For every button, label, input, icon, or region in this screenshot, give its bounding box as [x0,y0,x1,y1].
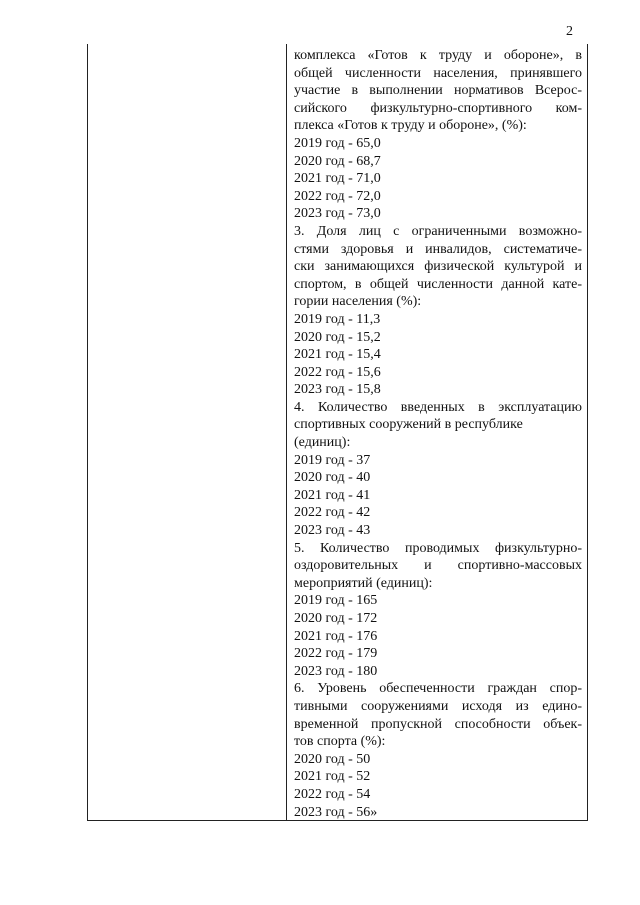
text-line: 3. Доля лиц с ограниченными возможно- [294,223,582,239]
text-line: 2021 год - 176 [294,628,378,644]
text-line: 2020 год - 40 [294,470,371,486]
table-left-column [88,44,287,820]
document-table [87,44,588,821]
text-line: 2021 год - 71,0 [294,171,381,187]
text-line: гории населения (%): [294,294,422,310]
text-line: 2021 год - 52 [294,769,371,785]
text-line: сийского физкультурно-спортивного ком- [294,100,582,116]
text-line: 2023 год - 15,8 [294,382,381,398]
text-line: 2023 год - 43 [294,523,371,539]
text-line: комплекса «Готов к труду и обороне», в [294,48,582,63]
text-line: общей численности населения, принявшего [294,65,582,81]
text-line: 2019 год - 65,0 [294,135,381,151]
text-line: 2022 год - 15,6 [294,364,381,380]
text-line: 2023 год - 56» [294,804,378,820]
text-line: ски занимающихся физической культурой и [294,259,582,275]
text-line: 2022 год - 72,0 [294,188,381,204]
text-line: спортивных сооружений в республике [294,417,523,433]
text-line: 2020 год - 15,2 [294,329,381,345]
text-line: 2023 год - 73,0 [294,206,381,222]
text-line: 4. Количество введенных в эксплуатацию [294,399,582,415]
text-line: тов спорта (%): [294,734,386,750]
table-right-column [294,47,582,821]
text-line: временной пропускной способности объек- [294,716,582,732]
text-line: оздоровительных и спортивно-массовых [294,558,582,574]
text-line: 6. Уровень обеспеченности граждан спор- [294,681,582,697]
page-number: 2 [566,24,573,39]
text-line: 2019 год - 11,3 [294,311,381,327]
text-line: 2020 год - 50 [294,751,371,767]
text-line: 2023 год - 180 [294,663,378,679]
text-line: 2020 год - 68,7 [294,153,381,169]
text-line: 2021 год - 15,4 [294,347,381,363]
text-line: 2020 год - 172 [294,611,378,626]
text-line: стями здоровья и инвалидов, систематиче- [294,241,582,257]
text-line: (единиц): [294,435,351,451]
text-line: спортом, в общей численности данной кате- [294,276,582,292]
text-line: 2022 год - 42 [294,505,371,521]
text-line: 2021 год - 41 [294,487,371,503]
text-line: мероприятий (единиц): [294,575,433,591]
text-line: участие в выполнении нормативов Всерос- [294,83,582,99]
text-line: тивными сооружениями исходя из едино- [294,698,582,714]
text-line: 5. Количество проводимых физкультурно- [294,540,582,556]
text-line: 2019 год - 37 [294,452,371,468]
text-line: 2022 год - 179 [294,646,378,662]
text-line: плекса «Готов к труду и обороне», (%): [294,118,527,134]
text-line: 2022 год - 54 [294,786,371,802]
text-line: 2019 год - 165 [294,593,378,609]
